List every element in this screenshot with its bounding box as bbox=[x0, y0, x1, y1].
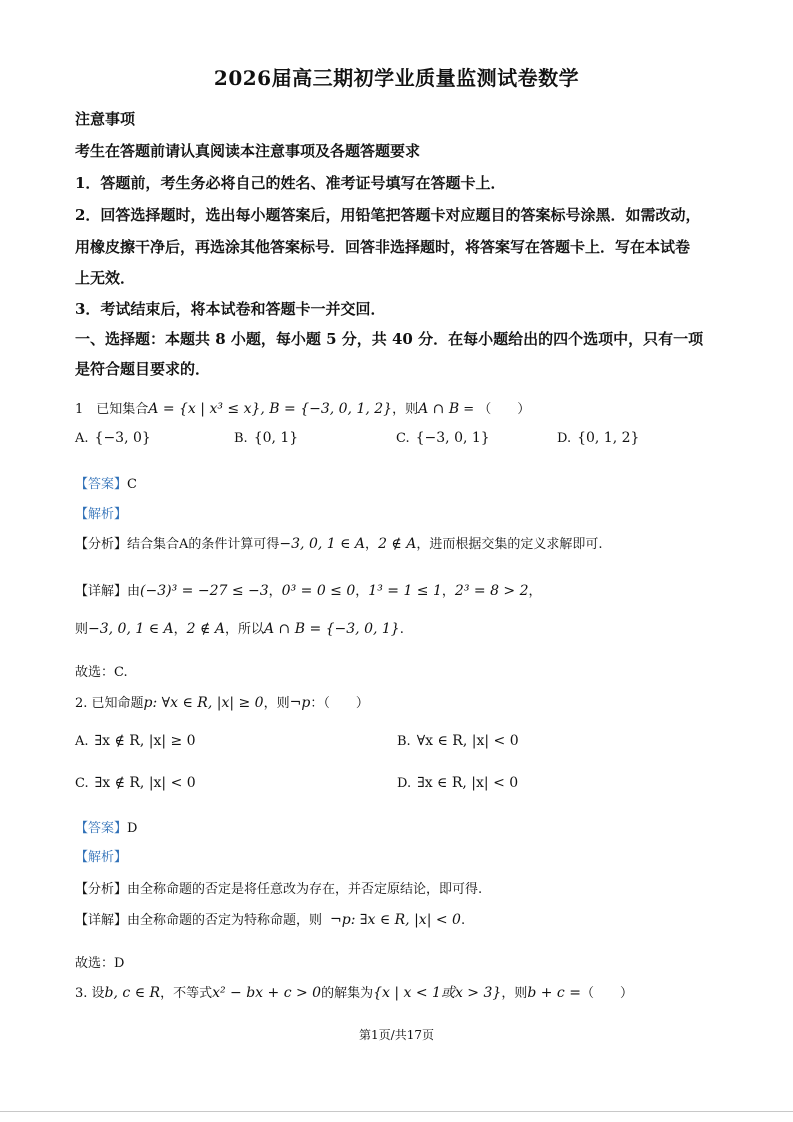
page-footer: 第1页/共17页 bbox=[359, 1028, 434, 1042]
q3-stem bbox=[75, 982, 633, 1002]
q1-option-c bbox=[396, 430, 490, 446]
section-1-heading-line-2: 是符合题目要求的． bbox=[75, 360, 211, 378]
q1-choice: 故选：C. bbox=[75, 665, 128, 680]
q3-stem-text: 的解集为 bbox=[321, 986, 374, 1001]
q1-option-b bbox=[234, 430, 298, 446]
separator: ， bbox=[528, 584, 542, 599]
q3-stem-text: ，不等式 bbox=[160, 986, 213, 1001]
q1-option-d bbox=[557, 430, 639, 446]
option-label: A. bbox=[75, 431, 89, 446]
xiangjie-text: 由全称命题的否定为特称命题，则 bbox=[127, 913, 323, 928]
xiangjie-text: ，所以 bbox=[224, 622, 264, 637]
xiangjie-math: 2 ∉ A bbox=[186, 621, 225, 637]
option-value: ∃x ∉ R, |x| < 0 bbox=[94, 775, 196, 791]
fenxi-tag: 【分析】 bbox=[75, 882, 128, 897]
q2-option-d bbox=[397, 775, 518, 791]
q2-option-a bbox=[75, 733, 196, 749]
separator: ， bbox=[173, 622, 187, 637]
q1-stem-prefix: 1 已知集合 bbox=[75, 402, 149, 417]
option-label: B. bbox=[397, 734, 411, 749]
q1-stem bbox=[75, 398, 530, 417]
analysis-tag: 【解析】 bbox=[75, 507, 128, 522]
option-label: D. bbox=[557, 431, 572, 446]
q3-stem-math: b, c ∈ R bbox=[104, 985, 161, 1001]
notice-subheading: 考生在答题前请认真阅读本注意事项及各题答题要求 bbox=[75, 142, 421, 160]
xiangjie-tag: 【详解】 bbox=[75, 584, 128, 599]
q2-stem-math: p: ∀x ∈ R, |x| ≥ 0 bbox=[143, 695, 264, 711]
separator: ， bbox=[355, 584, 369, 599]
q3-stem-math: {x | x < 1或x > 3} bbox=[373, 985, 502, 1001]
q3-stem-text: ，则 bbox=[501, 986, 528, 1001]
q1-xiangjie-line-2 bbox=[75, 618, 404, 637]
page-bottom-divider bbox=[0, 1111, 793, 1112]
xiangjie-math: 0³ = 0 ≤ 0 bbox=[281, 583, 356, 599]
notice-item-1: 1．答题前，考生务必将自己的姓名、准考证号填写在答题卡上． bbox=[75, 174, 506, 192]
xiangjie-text: . bbox=[399, 622, 404, 637]
q1-stem-math-2: A ∩ B bbox=[418, 401, 460, 417]
xiangjie-math: A ∩ B = {−3, 0, 1} bbox=[263, 621, 400, 637]
notice-item-3: 3．考试结束后，将本试卷和答题卡一并交回． bbox=[75, 300, 386, 318]
q1-stem-suffix: = （ ） bbox=[459, 402, 531, 417]
q1-fenxi bbox=[75, 533, 602, 552]
notice-item-2-line-3: 上无效． bbox=[75, 269, 136, 287]
q2-option-c bbox=[75, 775, 196, 791]
option-value: ∀x ∈ R, |x| < 0 bbox=[416, 733, 519, 749]
q1-xiangjie bbox=[75, 580, 542, 599]
q3-stem-prefix: 3. 设 bbox=[75, 986, 105, 1001]
q2-stem-math-2: ¬p bbox=[289, 695, 311, 711]
notice-item-2-line-1: 2．回答选择题时，选出每小题答案后，用铅笔把答题卡对应题目的答案标号涂黑．如需改动， bbox=[75, 206, 701, 224]
xiangjie-math: 1³ = 1 ≤ 1 bbox=[368, 583, 442, 599]
q2-choice: 故选：D bbox=[75, 956, 125, 971]
option-label: A. bbox=[75, 734, 89, 749]
fenxi-text: ，进而根据交集的定义求解即可. bbox=[416, 537, 603, 552]
page-title: 2026届高三期初学业质量监测试卷数学 bbox=[213, 66, 580, 90]
q1-answer-line bbox=[75, 473, 137, 492]
notice-item-2-line-2: 用橡皮擦干净后，再选涂其他答案标号．回答非选择题时，将答案写在答题卡上．写在本试卷 bbox=[75, 238, 691, 256]
option-value: {0, 1} bbox=[253, 430, 299, 446]
q3-stem-suffix: （ ） bbox=[580, 986, 633, 1001]
q1-option-a bbox=[75, 430, 151, 446]
section-1-heading-line-1: 一、选择题：本题共 8 小题，每小题 5 分，共 40 分．在每小题给出的四个选项中，只有一项 bbox=[75, 330, 704, 348]
notice-heading: 注意事项 bbox=[75, 110, 136, 128]
option-label: C. bbox=[396, 431, 410, 446]
q2-analysis-tag bbox=[75, 846, 127, 865]
xiangjie-tag: 【详解】 bbox=[75, 913, 128, 928]
option-value: {−3, 0, 1} bbox=[415, 430, 490, 446]
q1-stem-mid: ，则 bbox=[392, 402, 419, 417]
option-label: B. bbox=[234, 431, 248, 446]
fenxi-text: ， bbox=[365, 537, 379, 552]
option-value: ∃x ∉ R, |x| ≥ 0 bbox=[94, 733, 196, 749]
q2-option-b bbox=[397, 733, 519, 749]
separator: ， bbox=[441, 584, 455, 599]
fenxi-tag: 【分析】 bbox=[75, 537, 128, 552]
q2-fenxi bbox=[75, 878, 482, 897]
q3-stem-math: b + c = bbox=[527, 985, 581, 1001]
q2-stem bbox=[75, 692, 369, 711]
q2-xiangjie bbox=[75, 909, 465, 928]
q2-stem-suffix: ：（ ） bbox=[310, 696, 369, 711]
separator: ， bbox=[268, 584, 282, 599]
q3-stem-math: x² − bx + c > 0 bbox=[212, 985, 322, 1001]
fenxi-text: 结合集合A的条件计算可得 bbox=[127, 537, 280, 552]
q2-answer: D bbox=[127, 821, 138, 836]
xiangjie-text: 由 bbox=[127, 584, 141, 599]
q2-answer-line bbox=[75, 817, 137, 836]
fenxi-math: −3, 0, 1 ∈ A bbox=[279, 536, 366, 552]
answer-tag: 【答案】 bbox=[75, 821, 128, 836]
option-label: C. bbox=[75, 776, 89, 791]
q1-stem-math: A = {x | x³ ≤ x}, B = {−3, 0, 1, 2} bbox=[148, 401, 393, 417]
xiangjie-math: 2³ = 8 > 2 bbox=[454, 583, 529, 599]
fenxi-math: 2 ∉ A bbox=[378, 536, 417, 552]
xiangjie-math: −3, 0, 1 ∈ A bbox=[88, 621, 174, 637]
xiangjie-text: . bbox=[460, 913, 466, 928]
q1-answer: C bbox=[127, 477, 137, 492]
q2-stem-prefix: 2. 已知命题 bbox=[75, 696, 144, 711]
option-label: D. bbox=[397, 776, 412, 791]
fenxi-text: 由全称命题的否定是将任意改为存在，并否定原结论，即可得. bbox=[127, 882, 483, 897]
answer-tag: 【答案】 bbox=[75, 477, 128, 492]
option-value: {−3, 0} bbox=[94, 430, 151, 446]
option-value: ∃x ∈ R, |x| < 0 bbox=[417, 775, 519, 791]
option-value: {0, 1, 2} bbox=[577, 430, 640, 446]
xiangjie-text: 则 bbox=[75, 622, 89, 637]
q1-analysis-tag bbox=[75, 503, 127, 522]
xiangjie-math: ¬p: ∃x ∈ R, |x| < 0 bbox=[330, 912, 461, 928]
q2-stem-mid: ，则 bbox=[263, 696, 290, 711]
analysis-tag: 【解析】 bbox=[75, 850, 128, 865]
xiangjie-math: (−3)³ = −27 ≤ −3 bbox=[140, 583, 269, 599]
